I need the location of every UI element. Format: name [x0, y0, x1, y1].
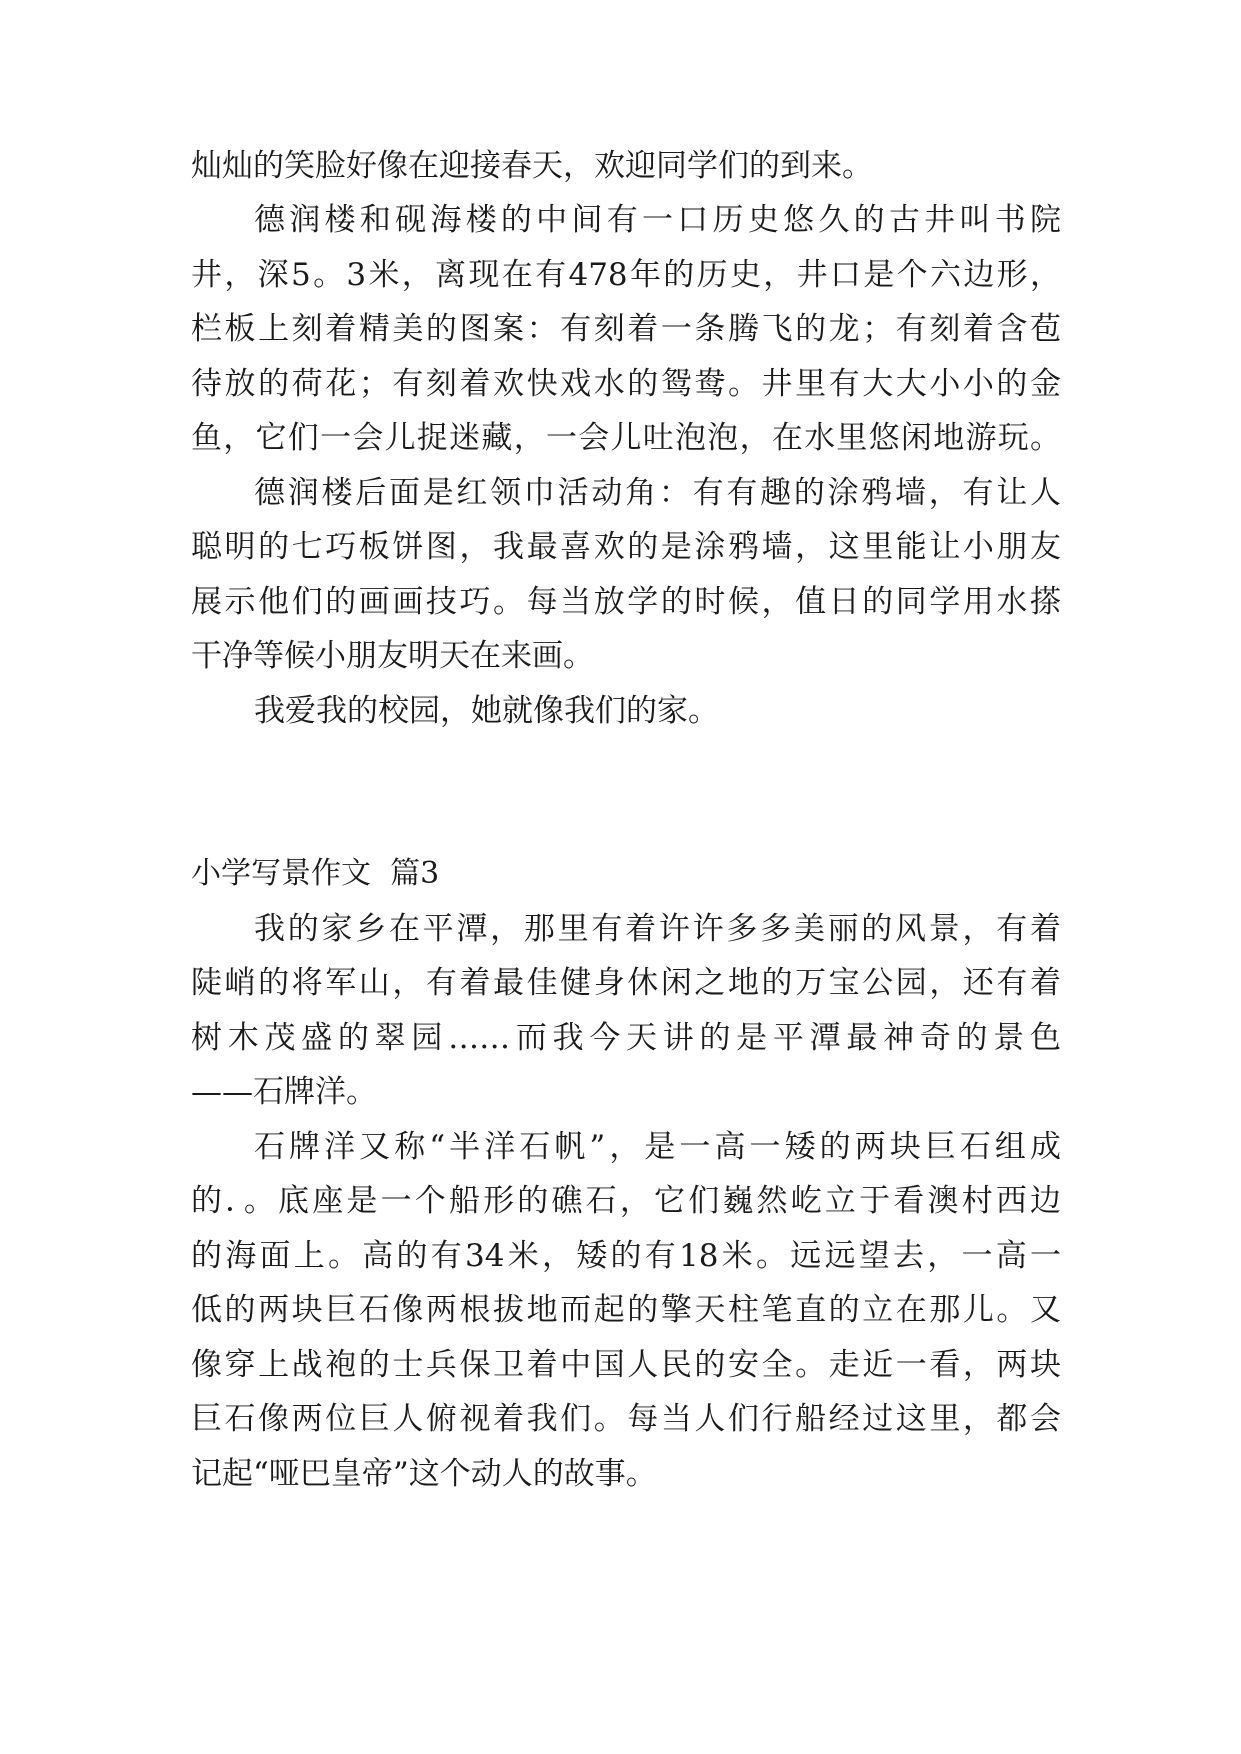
text-line: 的海面上。高的有34米，矮的有18米。远远望去，一高一 — [191, 1238, 1061, 1274]
text-line: 鱼，它们一会儿捉迷藏，一会儿吐泡泡，在水里悠闲地游玩。 — [191, 420, 1061, 456]
text-line: 低的两块巨石像两根拔地而起的擎天柱笔直的立在那儿。又 — [191, 1292, 1061, 1328]
text-line: 我的家乡在平潭，那里有着许许多多美丽的风景，有着 — [254, 911, 1061, 947]
text-line: 灿灿的笑脸好像在迎接春天，欢迎同学们的到来。 — [191, 148, 873, 184]
text-line: 陡峭的将军山，有着最佳健身休闲之地的万宝公园，还有着 — [191, 965, 1061, 1001]
text-line: 我爱我的校园，她就像我们的家。 — [254, 693, 719, 729]
text-line: 德润楼后面是红领巾活动角：有有趣的涂鸦墙，有让人 — [254, 475, 1061, 511]
section-heading: 小学写景作文 篇3 — [191, 856, 440, 891]
text-line: 德润楼和砚海楼的中间有一口历史悠久的古井叫书院 — [254, 202, 1061, 238]
text-line: 栏板上刻着精美的图案：有刻着一条腾飞的龙；有刻着含苞 — [191, 311, 1061, 347]
text-line: 展示他们的画画技巧。每当放学的时候，值日的同学用水搽 — [191, 584, 1061, 620]
text-line: 干净等候小朋友明天在来画。 — [191, 638, 594, 674]
text-line: 待放的荷花；有刻着欢快戏水的鸳鸯。井里有大大小小的金 — [191, 366, 1061, 402]
text-line: 石牌洋又称“半洋石帆”，是一高一矮的两块巨石组成 — [254, 1129, 1061, 1165]
text-line: ——石牌洋。 — [191, 1074, 377, 1110]
text-line: 像穿上战袍的士兵保卫着中国人民的安全。走近一看，两块 — [191, 1347, 1061, 1383]
text-line: 井，深5。3米，离现在有478年的历史，井口是个六边形， — [191, 257, 1061, 293]
text-line: 巨石像两位巨人俯视着我们。每当人们行船经过这里，都会 — [191, 1401, 1061, 1437]
text-line: 记起“哑巴皇帝”这个动人的故事。 — [191, 1456, 657, 1492]
text-line: 树木茂盛的翠园……而我今天讲的是平潭最神奇的景色 — [191, 1020, 1061, 1056]
text-line: 的．。底座是一个船形的礁石，它们巍然屹立于看澳村西边 — [191, 1183, 1061, 1219]
text-line: 聪明的七巧板饼图，我最喜欢的是涂鸦墙，这里能让小朋友 — [191, 529, 1061, 565]
